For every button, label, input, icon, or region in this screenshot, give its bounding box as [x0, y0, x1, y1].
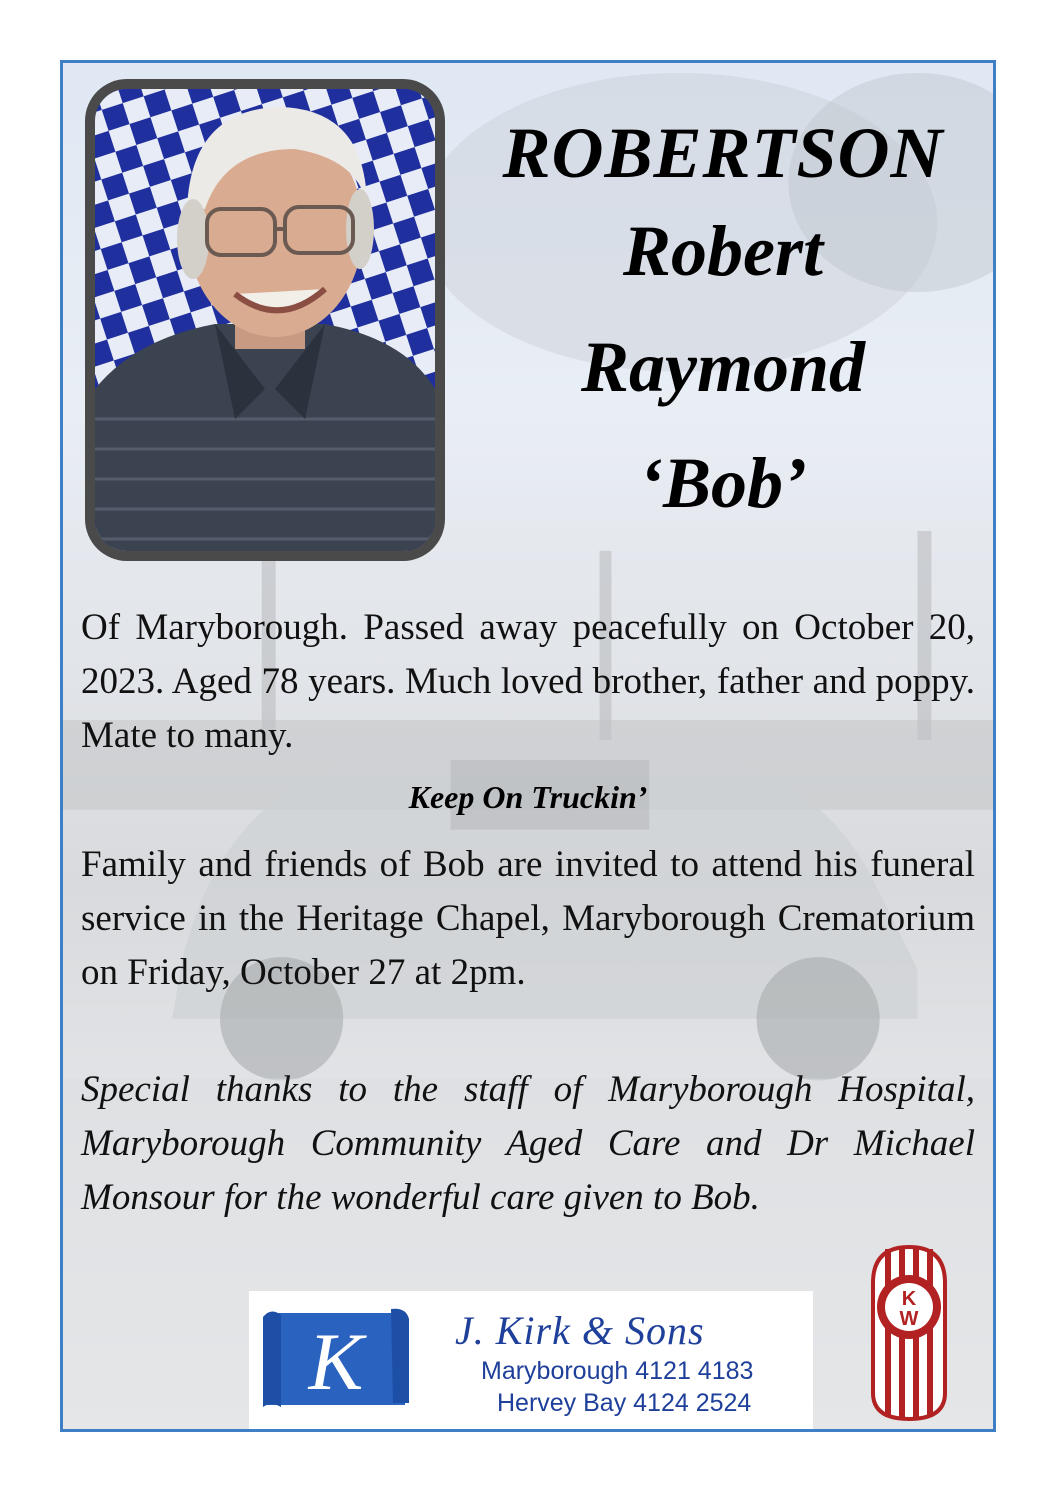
- kirk-emblem-icon: [261, 1307, 411, 1411]
- notice-frame: [60, 60, 996, 1432]
- phone-hervey-bay: Hervey Bay 4124 2524: [497, 1389, 752, 1417]
- given-name-first: Robert: [622, 211, 823, 291]
- motto: Keep On Truckin’: [408, 779, 648, 815]
- surname: ROBERTSON: [502, 113, 944, 193]
- kenworth-badge-icon: [863, 1243, 955, 1423]
- svg-text:K: K: [901, 1288, 917, 1310]
- funeral-service-text: Family and friends of Bob are invited to attend his funeral service in the Heritage Chapel, Maryborough Crematorium on Friday, October 27 at 2pm.: [81, 844, 975, 993]
- phone-maryborough: Maryborough 4121 4183: [481, 1357, 754, 1385]
- svg-text:K: K: [308, 1316, 364, 1407]
- given-name-middle: Raymond: [580, 327, 866, 407]
- deceased-portrait: [95, 89, 435, 551]
- funeral-director-logo: [249, 1291, 813, 1429]
- nickname: ‘Bob’: [639, 443, 807, 523]
- portrait-frame: [85, 79, 445, 561]
- thanks-text: Special thanks to the staff of Maryborough Hospital, Maryborough Community Aged Care and Dr Michael Monsour for the wonderful care given to Bob.: [81, 1069, 975, 1218]
- death-announcement-text: Of Maryborough. Passed away peacefully on October 20, 2023. Aged 78 years. Much loved brother, father and poppy. Mate to many.: [81, 607, 975, 756]
- funeral-director-name: J. Kirk & Sons: [455, 1308, 705, 1353]
- deceased-name-block: [443, 113, 996, 541]
- svg-text:W: W: [899, 1308, 919, 1330]
